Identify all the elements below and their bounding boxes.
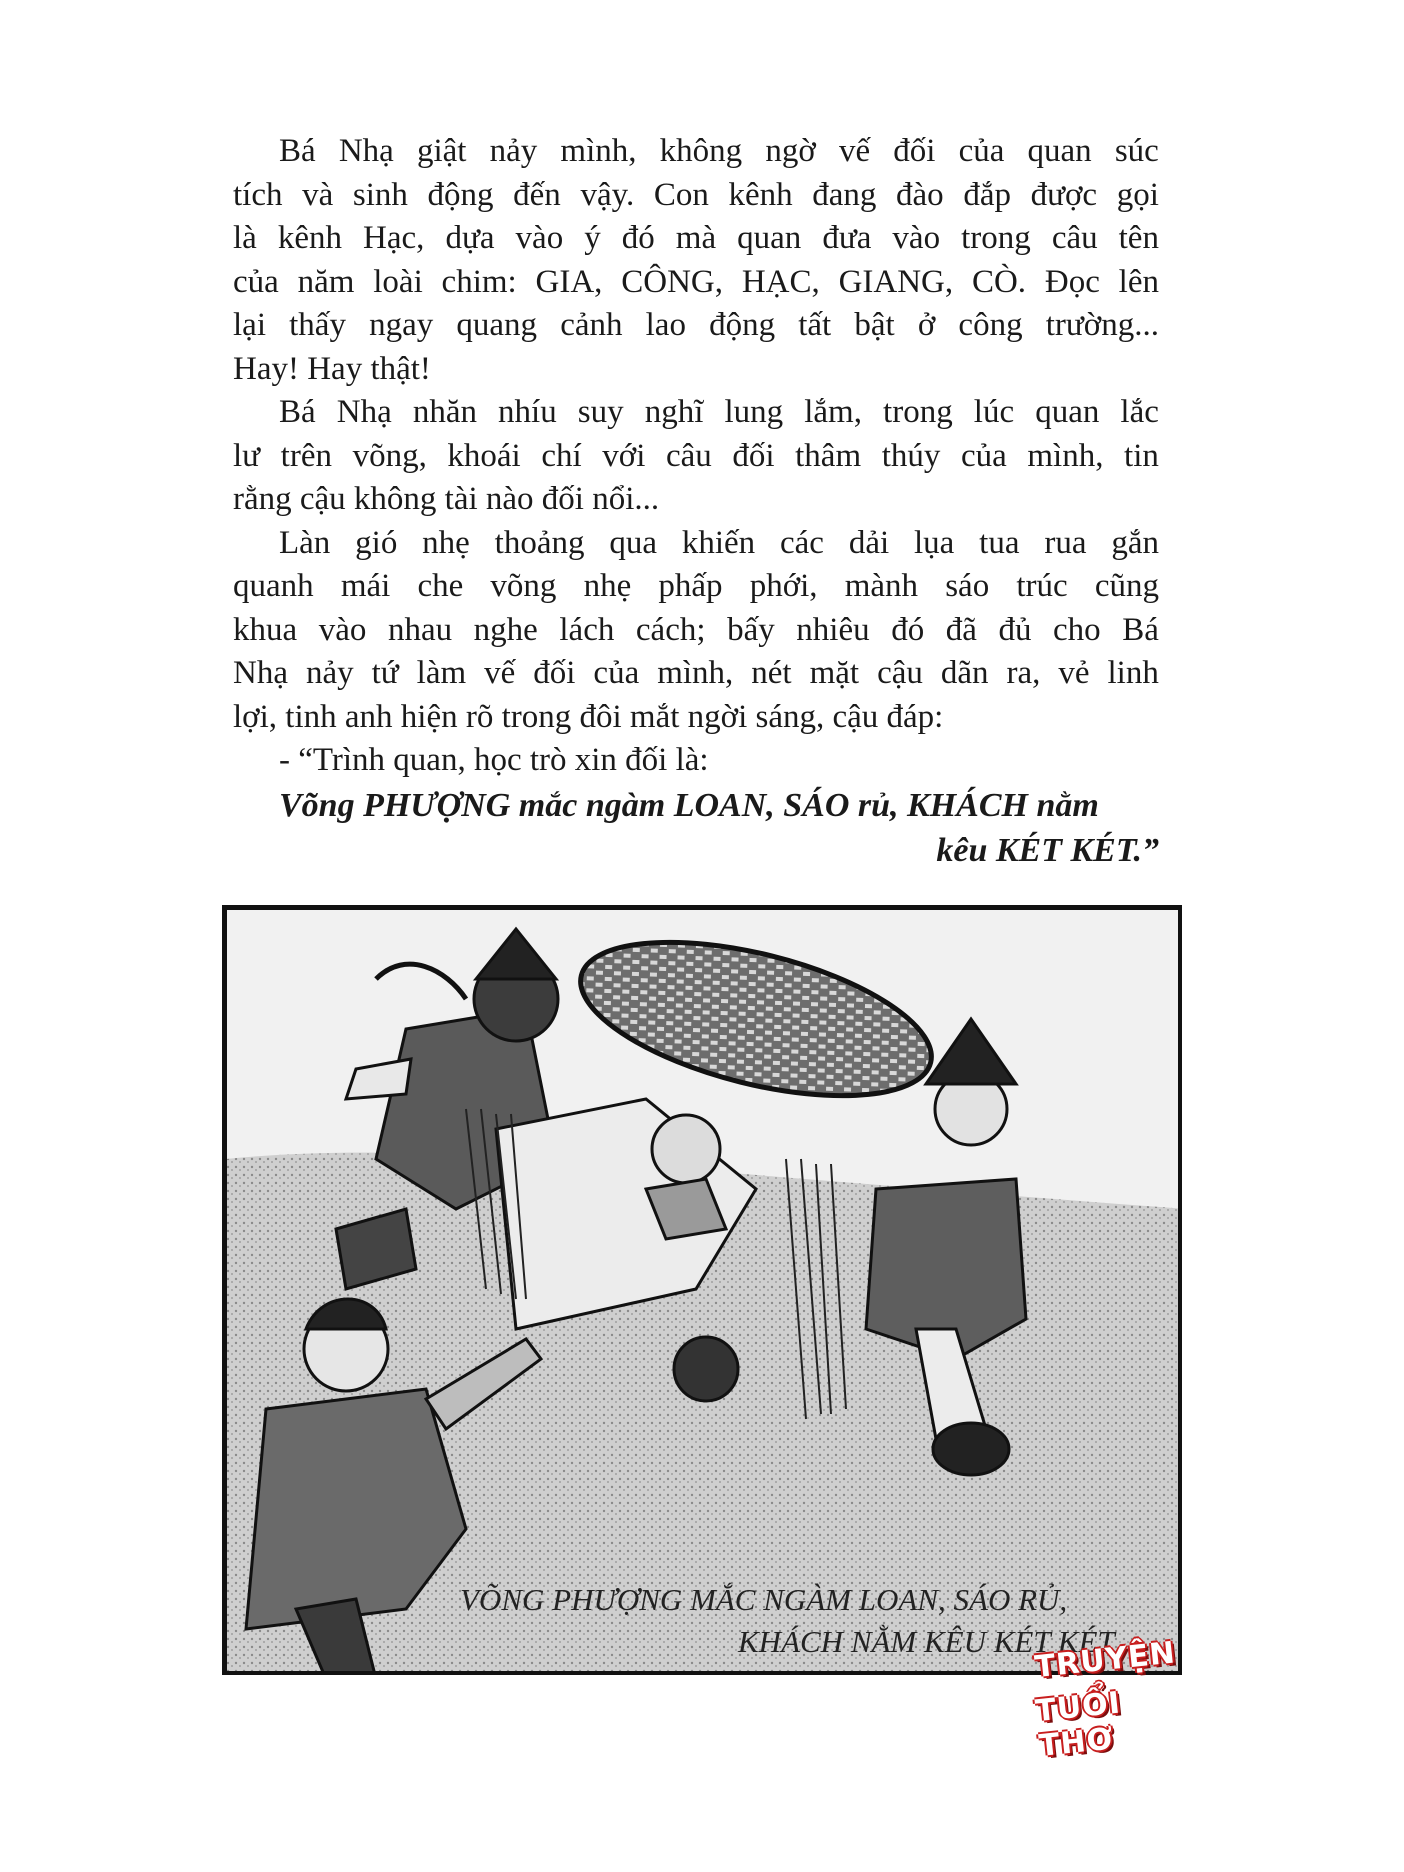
word: quan [1035,394,1100,430]
word: Con [653,176,709,213]
word: lúc [973,394,1015,430]
word: câu [1051,220,1098,256]
word: lắm, [804,394,862,430]
word: mành [844,568,919,604]
word: kênh [277,220,343,256]
word: cũng [1094,568,1159,604]
word: Nhạ [233,655,288,691]
word: quanh [233,568,314,604]
word: võng [490,568,557,604]
word: của [958,133,1005,169]
verse-line-2: kêu KÉT KÉT.” [936,831,1159,869]
word: gọi [1116,176,1159,213]
word: Nhạ [338,133,394,169]
word: quan [1027,133,1092,169]
word: gắn [1111,524,1159,561]
text-line [233,522,1159,566]
word: sinh [352,176,408,213]
verse-line-1: Võng PHƯỢNG mắc ngàm LOAN, SÁO rủ, KHÁCH nằm [279,786,1099,824]
word: đến [513,176,561,213]
word: trên [280,437,332,474]
word: dãn [940,655,989,691]
word: mình, [657,655,734,691]
word: khiến [681,524,756,561]
word: súc [1114,133,1159,169]
word: kênh [728,176,793,213]
word: phới, [749,568,818,604]
word: Bá [1122,611,1159,648]
word: lụa [913,524,955,561]
word: nét [751,655,792,691]
text-line [233,130,1159,174]
word: Đọc [1044,263,1100,300]
word: vế [484,655,516,691]
word: sáo [945,568,990,604]
word: đối [893,133,936,169]
illustration-caption-line-2: KHÁCH NẰM KÊU KÉT KÉT [738,1624,1115,1659]
word: quan [737,220,802,256]
word: che [417,568,464,604]
word: trong [883,394,953,430]
story-text [233,130,1159,873]
text-line: lợi, tinh anh hiện rõ trong đôi mắt ngời sáng, cậu đáp: [233,698,944,735]
word: GIANG, [838,263,954,300]
word: và [302,176,334,213]
word: thoảng [494,524,585,561]
illustration-panel [222,905,1182,1675]
word: lao [645,307,686,343]
word: bật [854,307,895,343]
word: các [780,524,824,561]
word: vào [515,220,564,256]
word: đó [621,220,655,256]
word: lư [233,437,261,474]
word: đắp [963,176,1011,213]
word: nảy [489,133,538,169]
word: trường... [1045,307,1159,343]
word: đối [732,437,775,474]
word: GIA, [535,263,603,300]
word: cho [1053,611,1101,648]
word: lại [233,307,266,343]
word: đó [891,611,925,648]
word: lách [559,611,615,648]
word: vậy. [580,176,635,213]
word: Nhạ [336,394,392,430]
logo-word-1: TRUYỆN [1033,1635,1178,1686]
word: cảnh [560,307,623,343]
word: đang [812,176,877,213]
word: đối [533,655,576,691]
word: CÒ. [971,263,1027,300]
text-line [233,217,1159,261]
word: được [1030,176,1098,213]
word: chí [541,437,582,474]
word: nhiêu [796,611,870,648]
word: tin [1124,437,1159,474]
word: của [593,655,640,691]
truyen-tuoi-tho-logo [1023,1631,1205,1765]
word: nghe [473,611,538,648]
word: gió [355,524,398,561]
quote-intro: - “Trình quan, học trò xin đối là: [279,742,709,778]
word: nghĩ [644,394,704,430]
word: thúy [881,437,941,474]
word: khua [233,611,298,648]
illustration-caption-line-1: VÕNG PHƯỢNG MẮC NGÀM LOAN, SÁO RỦ, [460,1582,1068,1617]
word: ngay [369,307,434,343]
word: trúc [1016,568,1068,604]
word: đưa [822,220,872,256]
word: mình, [560,133,637,169]
word: lung [724,394,784,430]
text-line [233,609,1159,653]
text-line [233,261,1159,305]
word: tứ [371,655,399,691]
word: trong [961,220,1031,256]
text-line [233,435,1159,479]
word: CÔNG, [621,263,723,300]
word: giật [416,133,467,169]
word: động [427,176,494,213]
paragraph-2 [233,391,1159,522]
logo-word-2: TUỔI THƠ [1033,1685,1123,1765]
word: quang [456,307,538,343]
word: ý [584,220,601,256]
word: mà [675,220,717,256]
text-line [233,391,1159,435]
word: rua [1044,524,1087,561]
word: phấp [658,568,723,604]
word: nhau [387,611,453,648]
word: qua [609,524,657,561]
word: mái [340,568,391,604]
word: lên [1118,263,1159,300]
word: đã [945,611,977,648]
word: vẻ [1058,655,1090,691]
text-line [233,304,1159,348]
word: không [659,133,743,169]
word: võng, [352,437,427,474]
word: với [602,437,646,474]
word: HẠC, [741,263,820,300]
word: công [958,307,1023,343]
word: chim: [441,263,517,300]
word: là [233,220,257,256]
word: cậu [877,655,923,691]
paragraph-1 [233,130,1159,391]
word: dải [848,524,890,561]
word: khoái [447,437,521,474]
text-line [233,652,1159,696]
word: làm [416,655,467,691]
word: vào [318,611,367,648]
word: Bá [279,133,316,169]
word: của [960,437,1007,474]
word: tua [979,524,1020,561]
word: thấy [289,307,346,343]
word: tất [798,307,832,343]
word: vế [838,133,871,169]
text-line: Hay! Hay thật! [233,350,431,387]
word: lắc [1120,394,1159,430]
word: nhăn [412,394,477,430]
word: loài [373,263,423,300]
word: mình, [1027,437,1104,474]
word: linh [1107,655,1159,691]
paragraph-3 [233,522,1159,740]
word: đủ [998,611,1032,648]
text-line: rằng cậu không tài nào đối nổi... [233,481,660,517]
word: tên [1118,220,1159,256]
word: Làn [279,524,331,561]
word: ngờ [765,133,816,169]
word: vào [892,220,941,256]
illustration-drawing [226,909,1182,1675]
word: nảy [305,655,354,691]
word: Hạc, [363,220,425,256]
word: Bá [279,394,316,430]
word: nhẹ [422,524,470,561]
word: bấy [727,611,775,648]
word: ra, [1006,655,1041,691]
word: động [709,307,776,343]
word: của [233,263,279,300]
word: ở [917,307,936,343]
text-line [233,565,1159,609]
word: nhíu [498,394,557,430]
word: đào [896,176,944,213]
word: dựa [445,220,495,256]
word: năm [297,263,355,300]
word: mặt [809,655,860,691]
word: tích [233,176,283,213]
word: thâm [795,437,862,474]
text-line [233,174,1159,218]
word: câu [665,437,712,474]
word: suy [577,394,624,430]
word: cách; [635,611,706,648]
word: nhẹ [583,568,632,604]
